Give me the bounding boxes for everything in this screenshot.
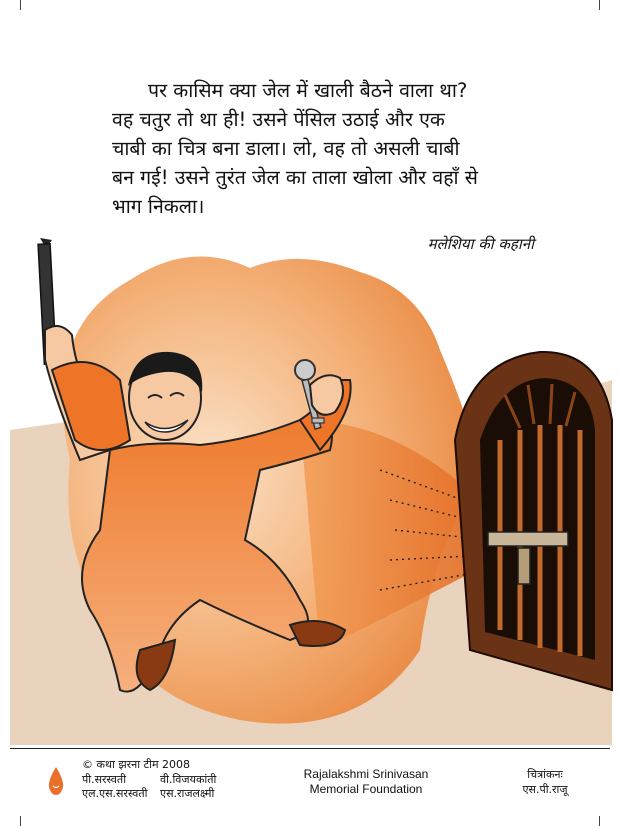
story-line: पर कासिम क्या जेल में खाली बैठने वाला था? bbox=[148, 79, 468, 102]
copyright-notice: © कथा झरना टीम 2008 bbox=[82, 758, 191, 771]
story-line: बन गई! उसने तुरंत जेल का ताला खोला और वहाँ से bbox=[112, 166, 478, 189]
foundation-line: Rajalakshmi Srinivasan bbox=[303, 767, 429, 781]
right-shoe bbox=[290, 621, 345, 646]
story-line: भाग निकला। bbox=[112, 195, 205, 218]
illustrator-credit bbox=[505, 767, 585, 797]
character-head bbox=[128, 352, 202, 440]
story-line: चाबी का चित्र बना डाला। लो, वह तो असली चाबी bbox=[112, 137, 460, 160]
foundation-line: Memorial Foundation bbox=[309, 782, 423, 796]
jail-door bbox=[455, 352, 612, 690]
story-attribution: मलेशिया की कहानी bbox=[427, 235, 534, 253]
story-line: वह चतुर तो था ही! उसने पेंसिल उठाई और एक bbox=[112, 108, 445, 131]
credit-name: एस.राजलक्ष्मी bbox=[160, 787, 215, 800]
flame-logo-icon bbox=[46, 766, 66, 796]
credit-name: एल.एस.सरस्वती bbox=[82, 787, 148, 800]
foundation-name bbox=[296, 767, 436, 797]
illustrator-name: एस.पी.राजू bbox=[522, 783, 568, 796]
footer-divider bbox=[10, 748, 610, 749]
hand-with-key bbox=[310, 375, 343, 415]
illustrator-label: चित्रांकनः bbox=[527, 768, 563, 781]
footer bbox=[0, 752, 620, 812]
credit-name: पी.सरस्वती bbox=[82, 773, 127, 786]
credit-name: वी.विजयकांती bbox=[160, 773, 217, 786]
